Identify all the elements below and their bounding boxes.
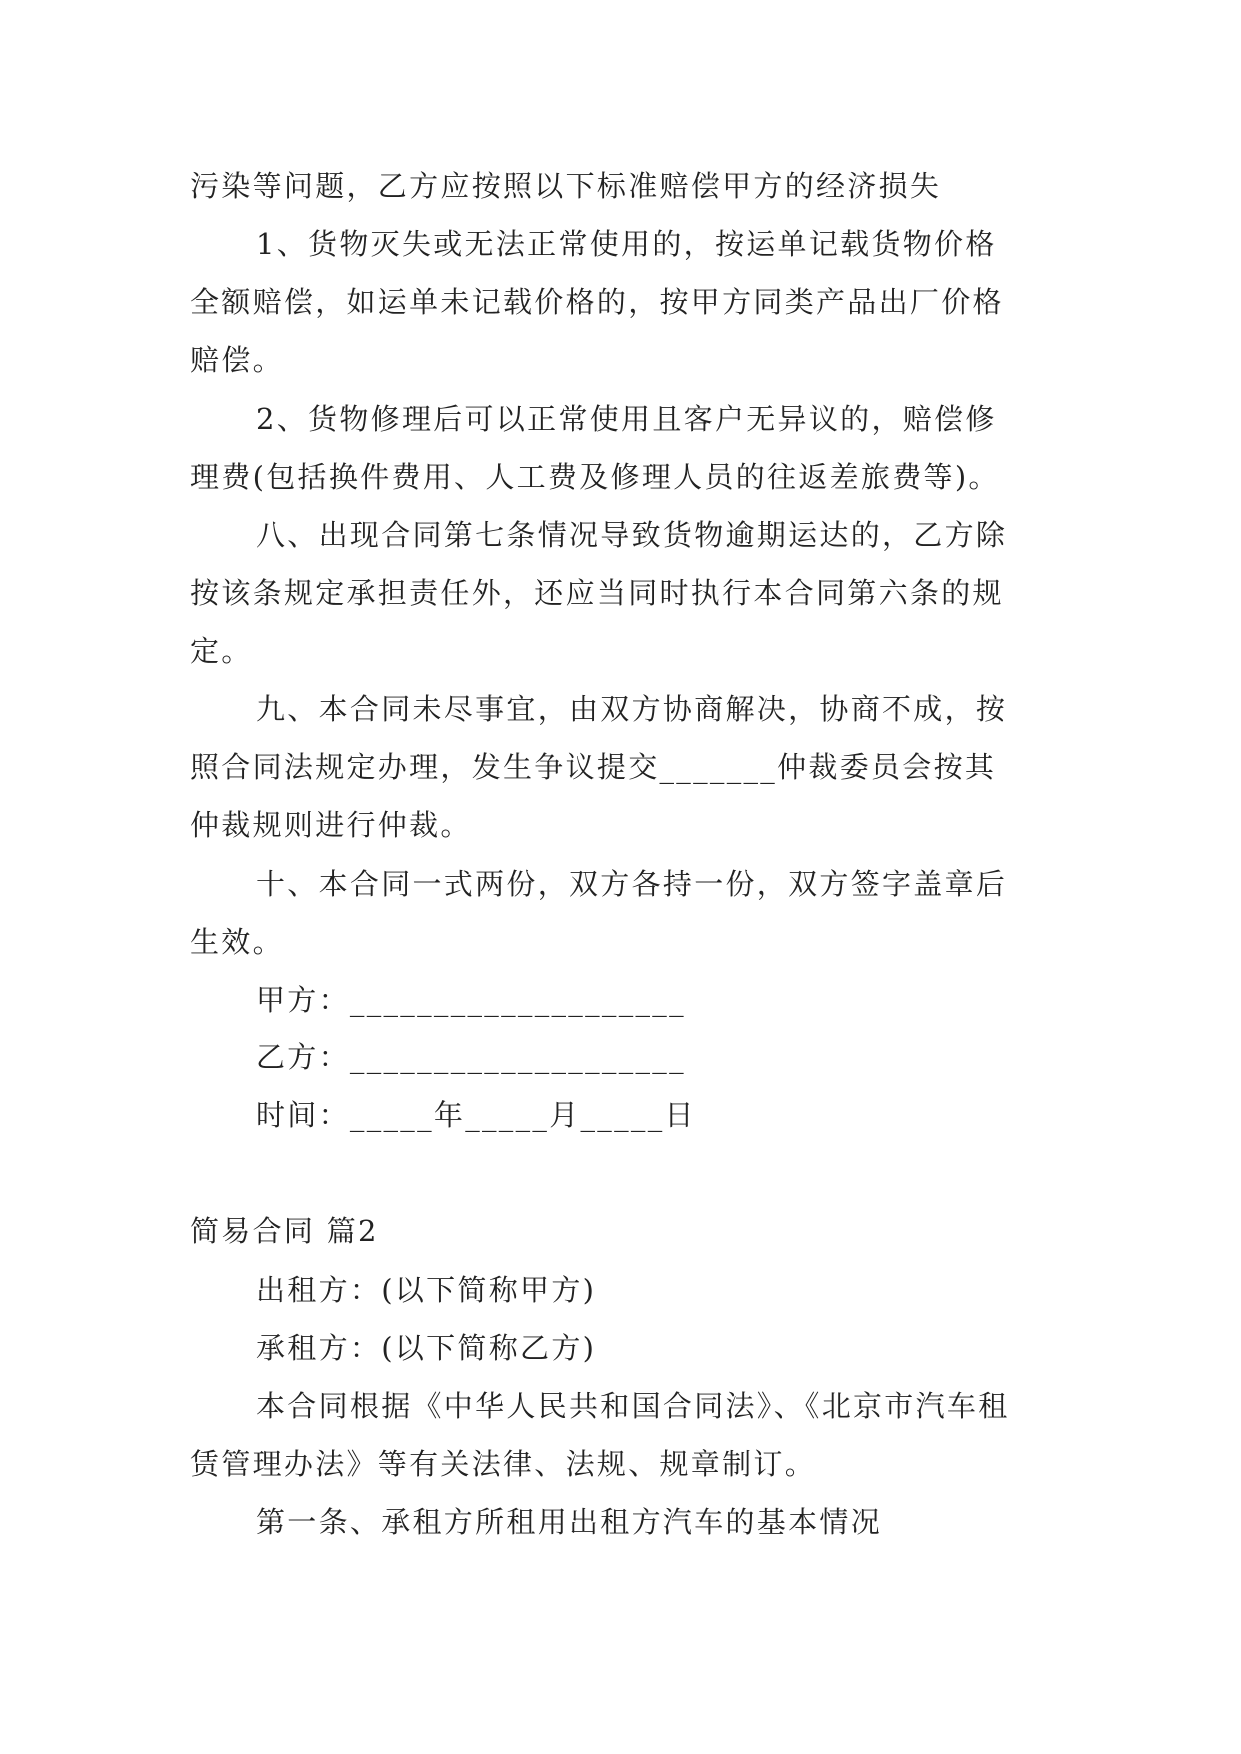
text-line: 本合同根据《中华人民共和国合同法》、《北京市汽车租 xyxy=(256,1389,1010,1423)
text-line: 1、货物灭失或无法正常使用的，按运单记载货物价格 xyxy=(256,227,997,261)
text-line: 赁管理办法》等有关法律、法规、规章制订。 xyxy=(190,1447,817,1481)
text-line: 2、货物修理后可以正常使用且客户无异议的，赔偿修 xyxy=(256,402,997,436)
text-line: 按该条规定承担责任外，还应当同时执行本合同第六条的规 xyxy=(190,576,1004,610)
text-line: 理费(包括换件费用、人工费及修理人员的往返差旅费等)。 xyxy=(190,460,1000,494)
text-line: 生效。 xyxy=(190,925,284,959)
text-line: 赔偿。 xyxy=(190,343,284,377)
text-line: 九、本合同未尽事宜，由双方协商解决，协商不成，按 xyxy=(256,692,1008,726)
text-line: 全额赔偿，如运单未记载价格的，按甲方同类产品出厂价格 xyxy=(190,285,1004,319)
text-line: 承租方：(以下简称乙方) xyxy=(256,1331,597,1365)
signature-line-party-a: 甲方：____________________ xyxy=(256,983,686,1017)
text-line: 十、本合同一式两份，双方各持一份，双方签字盖章后 xyxy=(256,867,1008,901)
signature-line-party-b: 乙方：____________________ xyxy=(256,1040,686,1074)
text-line: 定。 xyxy=(190,634,253,668)
text-line: 仲裁规则进行仲裁。 xyxy=(190,808,472,842)
text-line: 出租方：(以下简称甲方) xyxy=(256,1273,597,1307)
text-line: 污染等问题，乙方应按照以下标准赔偿甲方的经济损失 xyxy=(190,169,942,203)
text-line: 照合同法规定办理，发生争议提交_______仲裁委员会按其 xyxy=(190,750,997,784)
section-heading: 简易合同 篇2 xyxy=(190,1214,379,1248)
text-line: 八、出现合同第七条情况导致货物逾期运达的，乙方除 xyxy=(256,518,1008,552)
date-line: 时间：_____年_____月_____日 xyxy=(256,1098,696,1132)
text-line: 第一条、承租方所租用出租方汽车的基本情况 xyxy=(256,1505,883,1539)
